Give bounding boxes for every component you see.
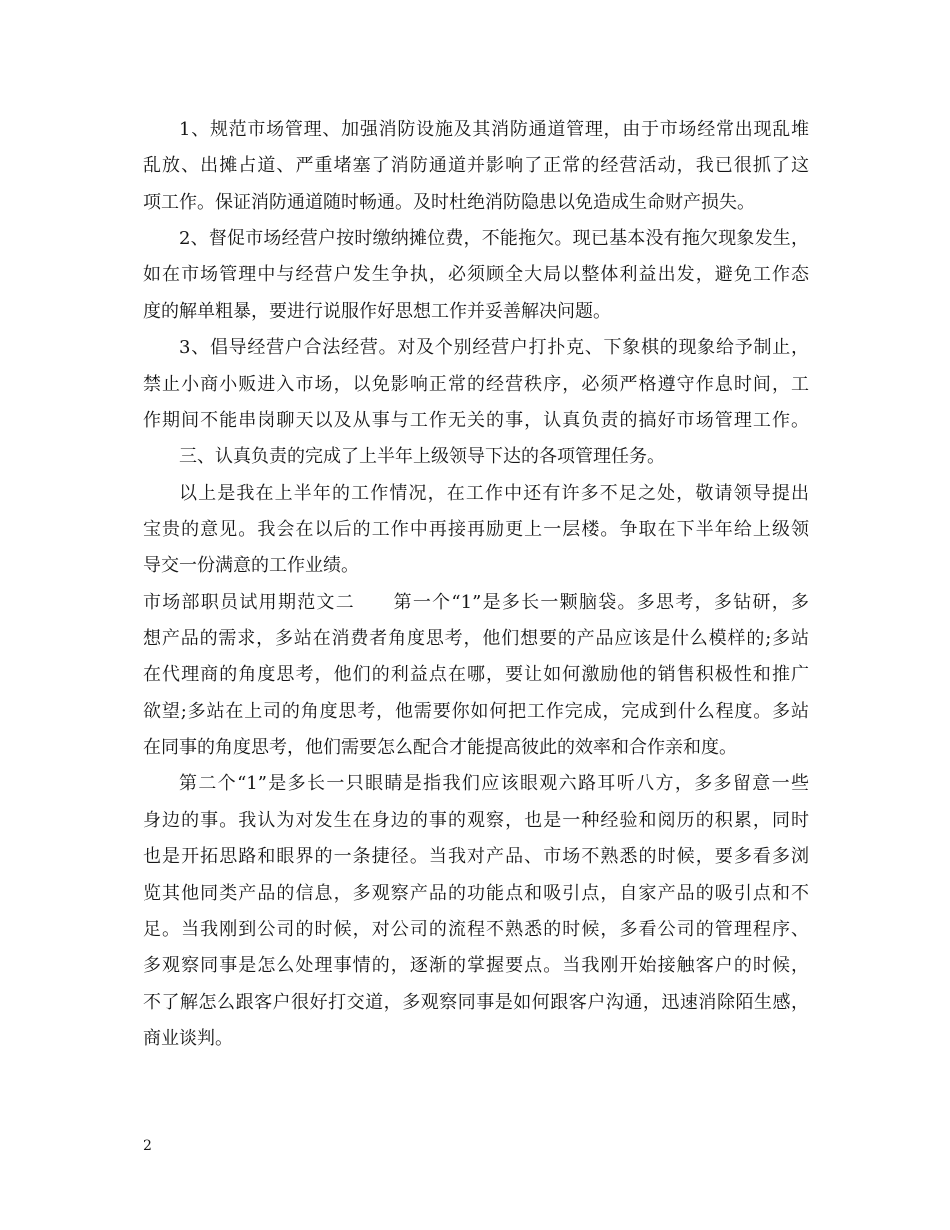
- document-body: [143, 112, 809, 1057]
- text-line: 览其他同类产品的信息，多观察产品的功能点和吸引点，自家产品的吸引点和不: [143, 882, 809, 904]
- text-line: 足。当我刚到公司的时候，对公司的流程不熟悉的时候，多看公司的管理程序、: [143, 918, 809, 940]
- text-line: 导交一份满意的工作业绩。: [143, 555, 359, 577]
- text-line: 想产品的需求，多站在消费者角度思考，他们想要的产品应该是什么模样的;多站: [143, 628, 809, 650]
- text-line: 2、督促市场经营户按时缴纳摊位费，不能拖欠。现已基本没有拖欠现象发生，: [179, 228, 809, 250]
- text-line: 多观察同事是怎么处理事情的，逐渐的掌握要点。当我刚开始接触客户的时候，: [143, 955, 809, 977]
- paragraph: [143, 585, 809, 767]
- text-line: 作期间不能串岗聊天以及从事与工作无关的事，认真负责的搞好市场管理工作。: [143, 409, 809, 431]
- text-line: 在代理商的角度思考，他们的利益点在哪，要让如何激励他的销售积极性和推广: [143, 664, 809, 686]
- text-line: 禁止小商小贩进入市场，以免影响正常的经营秩序，必须严格遵守作息时间，工: [143, 373, 809, 395]
- text-line: 商业谈判。: [143, 1027, 233, 1049]
- text-line: 3、倡导经营户合法经营。对及个别经营户打扑克、下象棋的现象给予制止，: [179, 337, 809, 359]
- text-line: 也是开拓思路和眼界的一条捷径。当我对产品、市场不熟悉的时候，要多看多浏: [143, 846, 809, 868]
- text-line: 在同事的角度思考，他们需要怎么配合才能提高彼此的效率和合作亲和度。: [143, 737, 737, 759]
- text-line: 市场部职员试用期范文二 第一个“1”是多长一颗脑袋。多思考，多钻研，多: [143, 591, 809, 613]
- text-line: 乱放、出摊占道、严重堵塞了消防通道并影响了正常的经营活动，我已很抓了这: [143, 155, 809, 177]
- text-line: 三、认真负责的完成了上半年上级领导下达的各项管理任务。: [179, 446, 665, 468]
- paragraph: [143, 766, 809, 1057]
- paragraph: [143, 330, 809, 439]
- text-line: 不了解怎么跟客户很好打交道，多观察同事是如何跟客户沟通，迅速消除陌生感，: [143, 991, 809, 1013]
- text-line: 1、规范市场管理、加强消防设施及其消防通道管理，由于市场经常出现乱堆: [179, 119, 809, 140]
- paragraph: [143, 476, 809, 585]
- text-line: 度的解单粗暴，要进行说服作好思想工作并妥善解决问题。: [143, 300, 611, 322]
- page-number: 2: [143, 1138, 152, 1154]
- paragraph: [143, 439, 809, 475]
- text-line: 欲望;多站在上司的角度思考，他需要你如何把工作完成，完成到什么程度。多站: [143, 700, 809, 722]
- text-line: 如在市场管理中与经营户发生争执，必须顾全大局以整体利益出发，避免工作态: [143, 264, 809, 286]
- text-line: 以上是我在上半年的工作情况，在工作中还有许多不足之处，敬请领导提出: [179, 482, 809, 504]
- text-line: 第二个“1”是多长一只眼睛是指我们应该眼观六路耳听八方，多多留意一些: [179, 773, 809, 795]
- paragraph: [143, 221, 809, 330]
- paragraph: [143, 112, 809, 221]
- text-line: 身边的事。我认为对发生在身边的事的观察，也是一种经验和阅历的积累，同时: [143, 809, 809, 831]
- text-line: 项工作。保证消防通道随时畅通。及时杜绝消防隐患以免造成生命财产损失。: [143, 191, 755, 213]
- text-line: 宝贵的意见。我会在以后的工作中再接再励更上一层楼。争取在下半年给上级领: [143, 518, 809, 540]
